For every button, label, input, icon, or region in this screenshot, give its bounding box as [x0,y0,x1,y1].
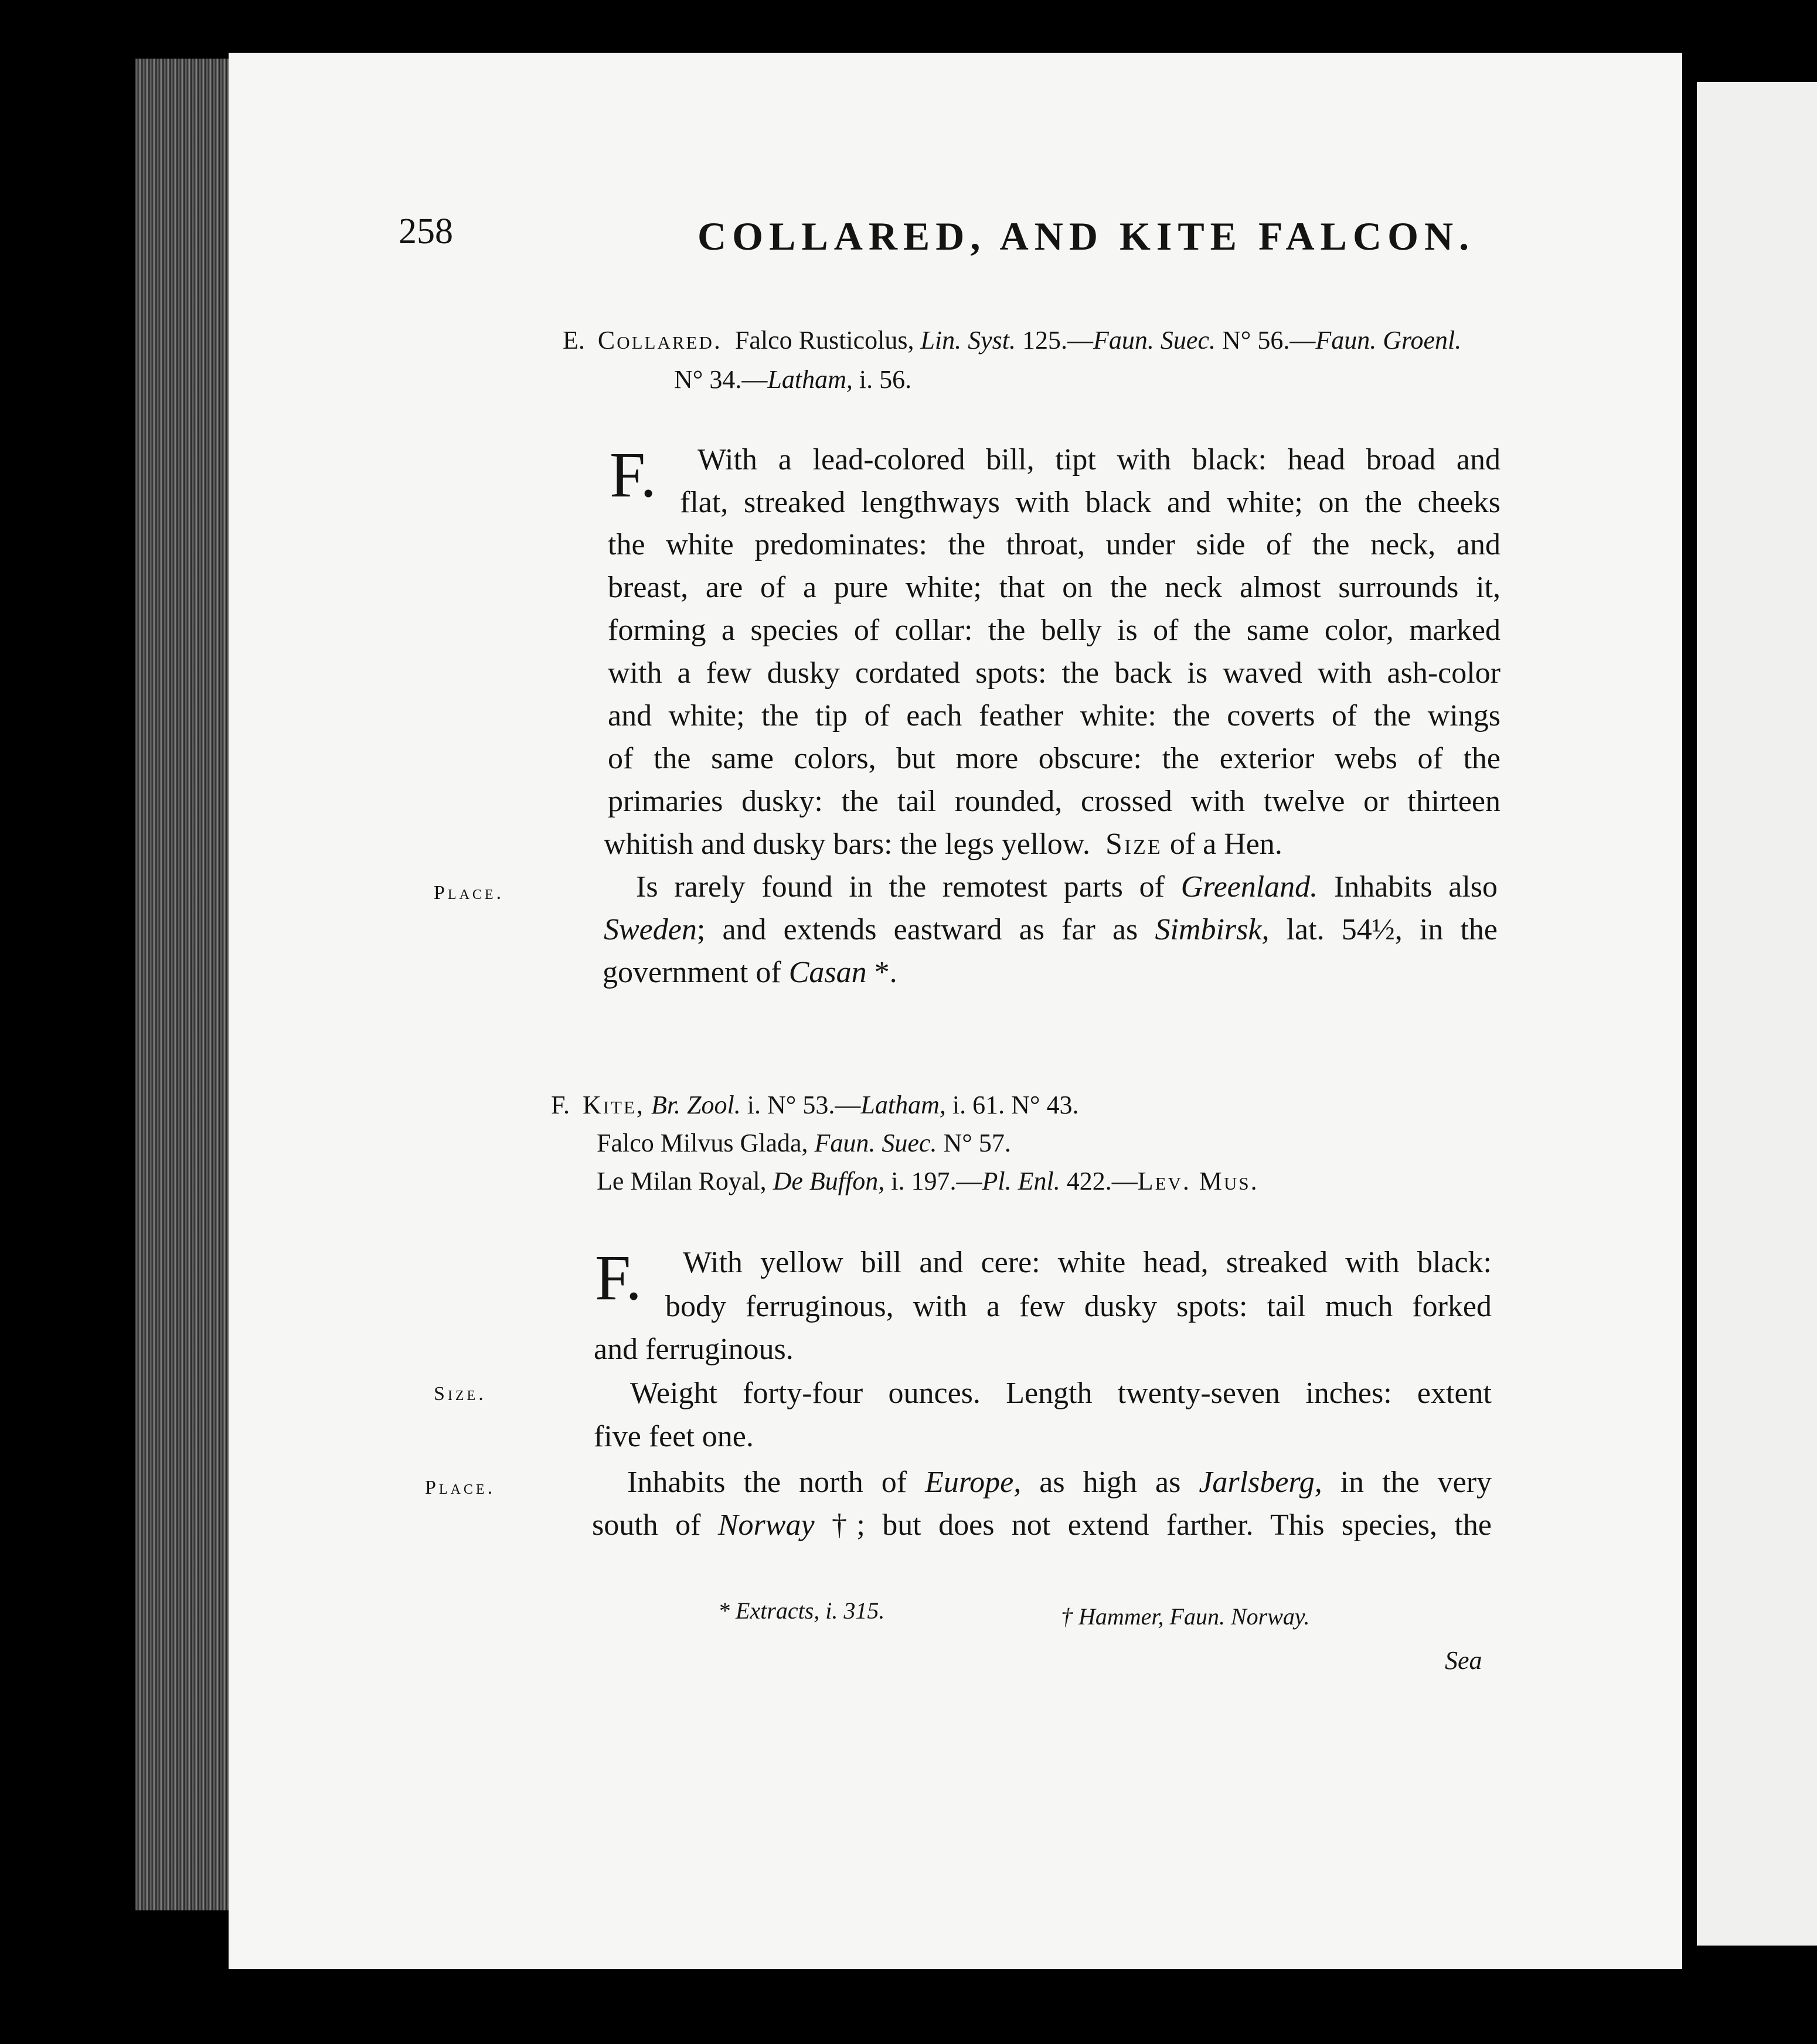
reference-number: N° 56.— [1221,326,1316,355]
place-name: Greenland. [1180,870,1318,904]
place-line [604,912,1498,947]
size-label: Size [1105,827,1162,861]
drop-cap: F. [610,439,656,510]
reference-number: N° 34.— [674,365,768,394]
margin-label-place: Place. [425,1477,496,1498]
place-line [636,870,1498,904]
reference: Faun. Suec. [814,1129,937,1157]
place-name: Europe, [925,1466,1022,1499]
margin-label-place: Place. [434,882,505,904]
place-text: Is rarely found in the remotest parts of [636,870,1165,904]
place-line [627,1465,1492,1500]
place-name: Norway [717,1508,815,1542]
place-name: Sweden [604,913,697,946]
footnote: * Extracts, i. 315. [718,1597,885,1624]
description-line: flat, streaked lengthways with black and white; on the cheeks [680,486,1500,519]
reference-number: 125.— [1022,326,1094,355]
section-letter: F. [551,1091,570,1119]
reference: Lin. Syst. [920,326,1016,355]
collared-synonymy-line-2 [674,364,911,394]
section-letter: E. [563,326,585,355]
reference: Faun. Groenl. [1315,326,1462,355]
place-text: south of [592,1508,701,1542]
kite-synonymy-line-1 [551,1090,1078,1120]
place-text: Inhabits the north of [627,1466,907,1499]
synonym: Le Milan Royal, [597,1167,767,1195]
collared-synonymy-line-1 [563,325,1461,355]
place-text: †; but does not extend farther. This species, the [832,1508,1492,1542]
catchword: Sea [1445,1646,1482,1675]
reference: Br. Zool. [651,1091,741,1119]
size-text: of a Hen. [1169,827,1282,861]
running-head: COLLARED, AND KITE FALCON. [697,214,1475,258]
description-line: and white; the tip of each feather white: the coverts of the wings [608,699,1500,733]
species-name: Collared. [597,326,722,355]
margin-label-size: Size. [434,1383,486,1405]
place-text: lat. 54½, in the [1286,913,1498,946]
place-name: Casan [788,956,867,989]
reference-number: N° 57. [943,1129,1011,1157]
reference: Faun. Suec. [1093,326,1216,355]
reference-number: i. 61. N° 43. [952,1091,1079,1119]
place-text: as high as [1039,1466,1181,1499]
synonym: Falco Milvus Glada, [597,1129,808,1157]
description-line: body ferruginous, with a few dusky spots: tail much forked [665,1290,1492,1323]
description-line: the white predominates: the throat, under side of the neck, and [608,528,1500,561]
reference-number: 422.— [1066,1167,1138,1195]
description-line: primaries dusky: the tail rounded, crossed with twelve or thirteen [608,785,1500,818]
description-line-last [604,827,1282,861]
synonym: Falco Rusticolus, [734,326,914,355]
description-line: with a few dusky cordated spots: the back is waved with ash-color [608,656,1500,690]
place-name: Simbirsk, [1155,913,1270,946]
reference: De Buffon, [773,1167,885,1195]
description-line: With yellow bill and cere: white head, streaked with black: [683,1246,1492,1279]
book-edge [135,59,229,1910]
species-name: Kite, [582,1091,645,1119]
description-line: breast, are of a pure white; that on the neck almost surrounds it, [608,571,1500,604]
description-line: of the same colors, but more obscure: the exterior webs of the [608,742,1500,775]
museum-reference: Lev. Mus. [1137,1167,1259,1195]
place-text: in the very [1340,1466,1492,1499]
place-text: government of [603,956,781,989]
place-name: Jarlsberg, [1199,1466,1322,1499]
page-number: 258 [399,212,453,251]
description-line: forming a species of collar: the belly is of the same color, marked [608,614,1500,647]
facing-page-edge [1697,82,1817,1946]
description-line: and ferruginous. [594,1333,794,1366]
description-line: With a lead-colored bill, tipt with black: head broad and [697,443,1500,476]
reference-number: i. 197.— [891,1167,982,1195]
drop-cap: F. [595,1242,642,1313]
reference: Pl. Enl. [982,1167,1060,1195]
reference: Latham, [860,1091,946,1119]
place-line [592,1508,1492,1542]
reference: Latham, [767,365,853,394]
reference-number: i. N° 53.— [747,1091,861,1119]
place-text: Inhabits also [1333,870,1498,904]
kite-synonymy-line-3 [597,1166,1259,1196]
size-line: five feet one. [594,1420,754,1453]
kite-synonymy-line-2 [597,1128,1011,1158]
footnote-marker: *. [874,956,897,989]
size-line: Weight forty-four ounces. Length twenty-seven inches: extent [630,1377,1492,1410]
footnote: † Hammer, Faun. Norway. [1061,1603,1310,1630]
reference-number: i. 56. [859,365,912,394]
place-text: ; and extends eastward as far as [696,913,1138,946]
description-text: whitish and dusky bars: the legs yellow. [604,827,1090,861]
place-line [603,955,897,990]
